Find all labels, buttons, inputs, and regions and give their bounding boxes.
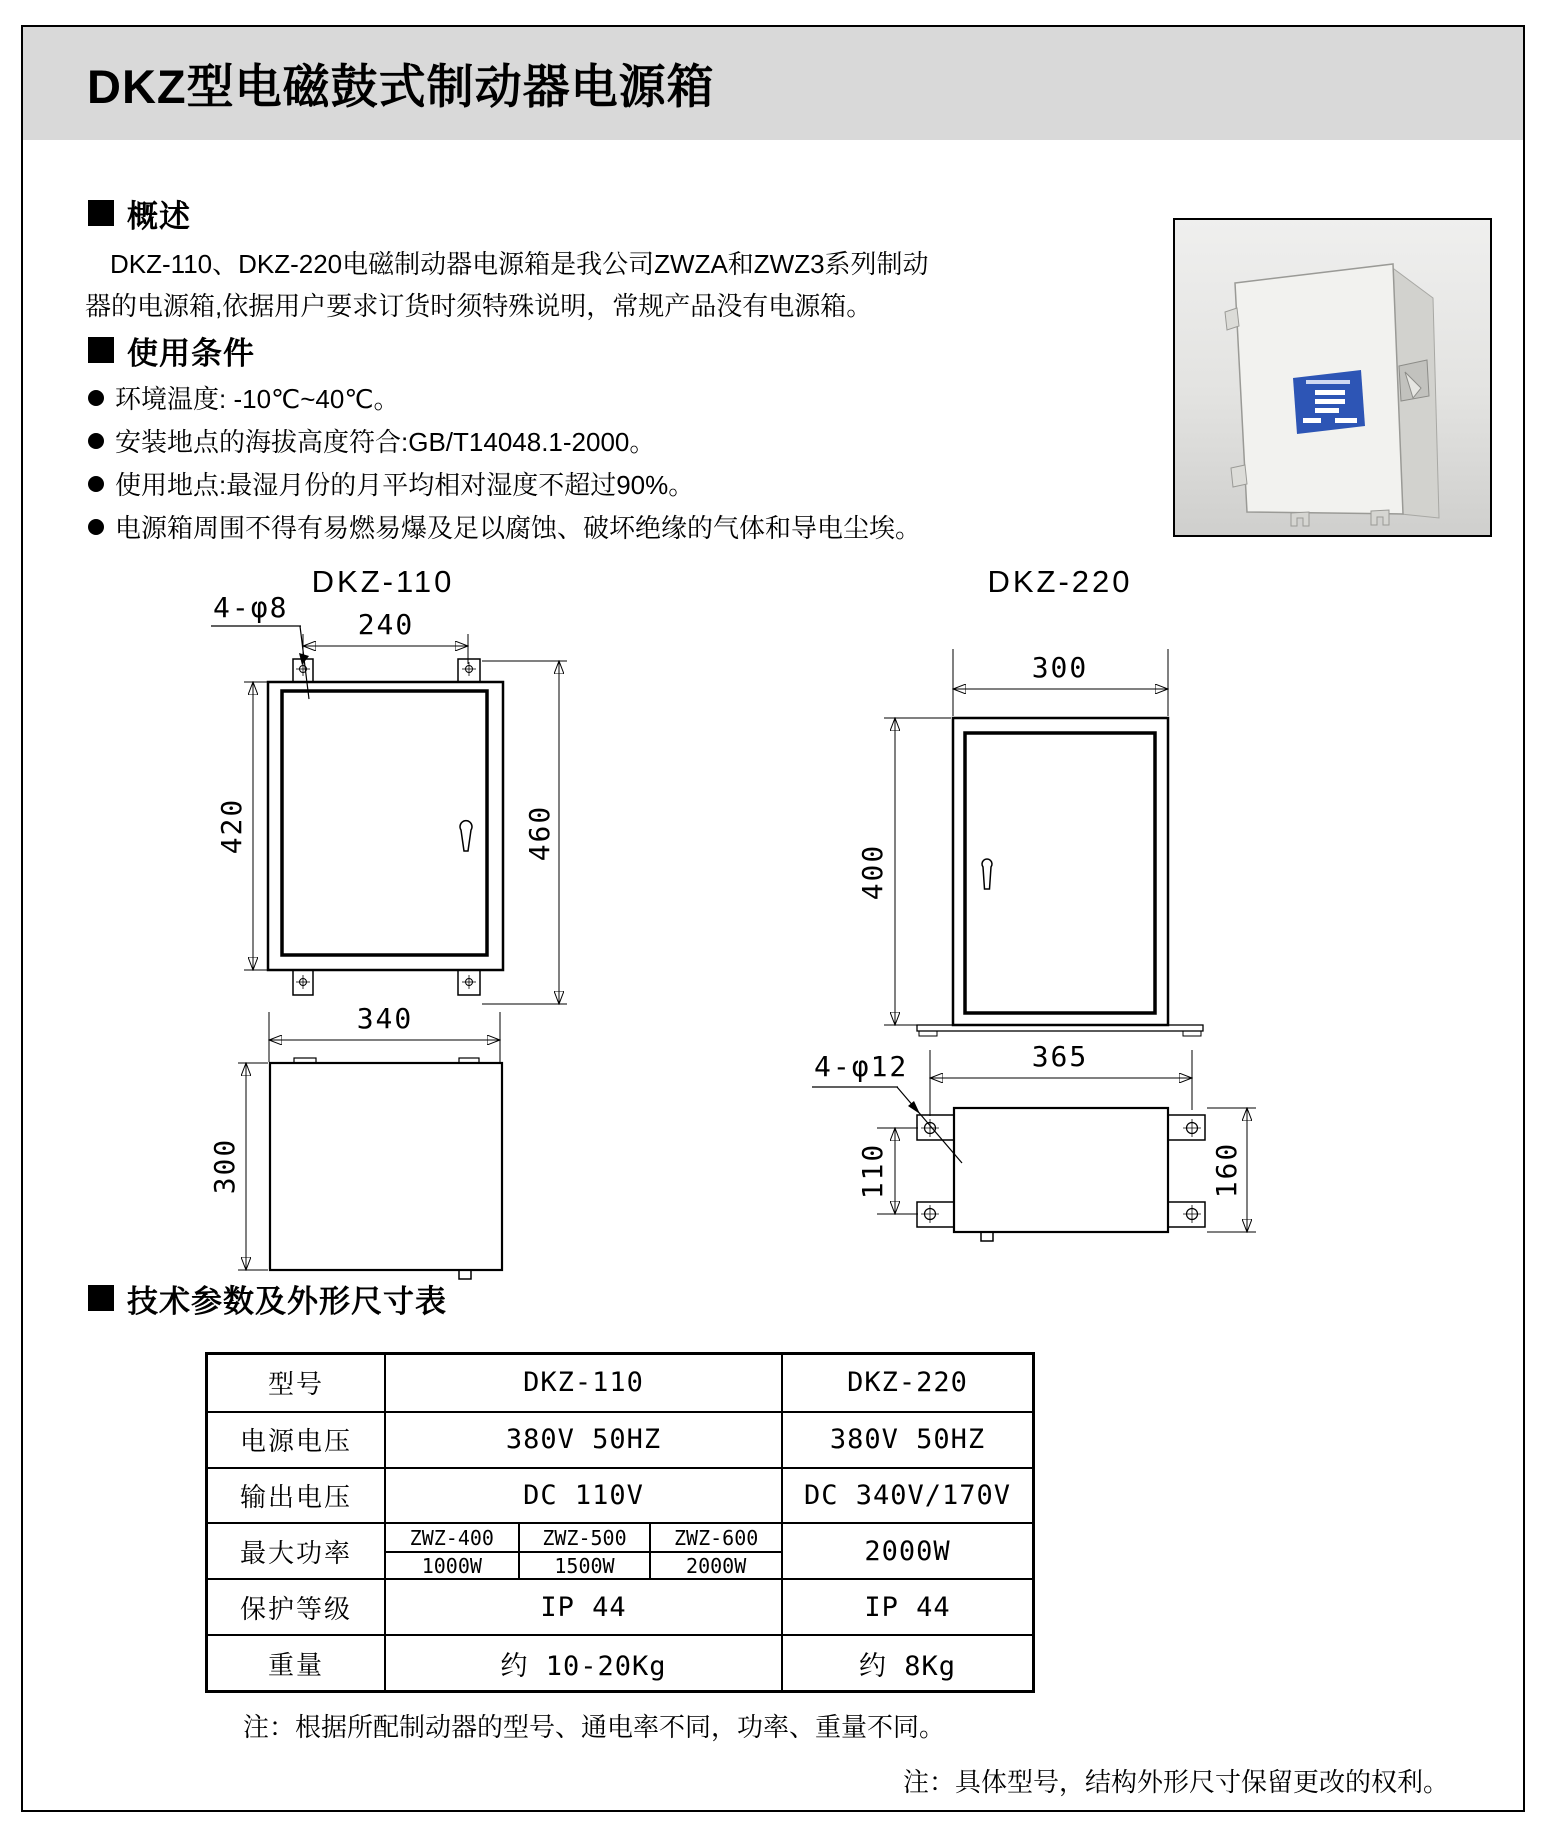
keyhole-icon <box>460 821 472 851</box>
condition-text: 电源箱周围不得有易燃易爆及足以腐蚀、破坏绝缘的气体和导电尘埃。 <box>115 513 922 543</box>
specs-heading <box>88 1282 447 1319</box>
dkz110-title: DKZ-110 <box>311 564 455 599</box>
spec-row-label: 保护等级 <box>239 1593 352 1624</box>
spec-value-dkz220: 2000W <box>864 1535 951 1567</box>
dkz110-dim-340: 340 <box>356 1002 414 1035</box>
keyhole-icon <box>982 859 992 889</box>
condition-text: 使用地点:最湿月份的月平均相对湿度不超过90%。 <box>115 470 695 500</box>
dkz220-dim-365: 365 <box>1031 1040 1089 1073</box>
overview-heading <box>88 197 191 234</box>
section-square-icon <box>88 200 114 226</box>
dkz220-drawing <box>750 560 1310 1260</box>
spec-row-label: 最大功率 <box>239 1537 352 1568</box>
dkz110-dim-460: 460 <box>523 804 556 862</box>
title-bar <box>23 27 1523 140</box>
bullet-icon <box>88 476 104 492</box>
dkz220-dim-400: 400 <box>856 843 889 901</box>
spec-value-dkz220: DC 340V/170V <box>803 1480 1012 1512</box>
section-square-icon <box>88 337 114 363</box>
condition-item <box>88 508 921 545</box>
spec-value-dkz220: IP 44 <box>864 1591 951 1623</box>
dkz220-dim-160: 160 <box>1210 1141 1243 1199</box>
conditions-heading-text: 使用条件 <box>127 335 255 371</box>
product-photo-image <box>1175 220 1490 535</box>
spec-value-dkz110: DC 110V <box>523 1480 644 1512</box>
table-note: 注：根据所配制动器的型号、通电率不同，功率、重量不同。 <box>243 1712 946 1742</box>
overview-heading-text: 概述 <box>127 198 191 234</box>
dkz110-drawing <box>180 560 600 1290</box>
page-title: DKZ型电磁鼓式制动器电源箱 <box>87 60 715 113</box>
spec-value-dkz110: IP 44 <box>540 1591 627 1623</box>
condition-item <box>88 422 655 459</box>
spec-value-dkz110: 约 10-20Kg <box>500 1650 667 1682</box>
bullet-icon <box>88 519 104 535</box>
conditions-heading <box>88 334 255 371</box>
spec-row-label: 输出电压 <box>239 1482 352 1513</box>
spec-value-dkz220: DKZ-220 <box>847 1367 968 1399</box>
dkz220-hole-label: 4-φ12 <box>814 1050 909 1083</box>
bullet-icon <box>88 390 104 406</box>
spec-value-dkz220: 380V 50HZ <box>829 1424 986 1456</box>
bottom-note: 注：具体型号，结构外形尺寸保留更改的权利。 <box>903 1767 1450 1797</box>
brake-power: 1000W <box>386 1551 518 1578</box>
condition-item <box>88 379 400 416</box>
dkz110-hole-label: 4-φ8 <box>213 591 289 624</box>
dkz110-dim-420: 420 <box>215 797 248 855</box>
dkz110-dim-240: 240 <box>357 608 415 641</box>
brake-power: 2000W <box>649 1551 781 1578</box>
overview-paragraph-line2: 器的电源箱,依据用户要求订货时须特殊说明，常规产品没有电源箱。 <box>85 291 873 321</box>
spec-row-label: 型号 <box>267 1369 324 1400</box>
bullet-icon <box>88 433 104 449</box>
specs-heading-text: 技术参数及外形尺寸表 <box>127 1283 447 1319</box>
brake-power: 1500W <box>518 1551 650 1578</box>
condition-text: 安装地点的海拔高度符合:GB/T14048.1-2000。 <box>115 427 656 457</box>
spec-value-dkz110: DKZ-110 <box>523 1367 644 1399</box>
spec-value-dkz220: 约 8Kg <box>858 1650 957 1682</box>
dkz220-dim-110: 110 <box>856 1142 889 1200</box>
brake-model: ZWZ-400 <box>409 1525 494 1550</box>
max-power-subtable <box>386 1524 781 1578</box>
spec-value-dkz110: 380V 50HZ <box>505 1424 662 1456</box>
condition-item <box>88 465 694 502</box>
section-square-icon <box>88 1285 114 1311</box>
product-photo <box>1173 218 1492 537</box>
spec-row-label: 重量 <box>267 1649 324 1680</box>
dkz220-dim-300: 300 <box>1031 651 1089 684</box>
dkz220-title: DKZ-220 <box>987 564 1133 599</box>
spec-row-label: 电源电压 <box>239 1426 352 1457</box>
overview-paragraph-line1: DKZ-110、DKZ-220电磁制动器电源箱是我公司ZWZA和ZWZ3系列制动 <box>110 249 929 279</box>
dkz110-dim-300: 300 <box>208 1137 241 1195</box>
condition-text: 环境温度: -10℃~40℃。 <box>115 384 400 414</box>
brake-model: ZWZ-500 <box>518 1524 650 1551</box>
specs-table <box>205 1352 1035 1693</box>
brake-model: ZWZ-600 <box>649 1524 781 1551</box>
